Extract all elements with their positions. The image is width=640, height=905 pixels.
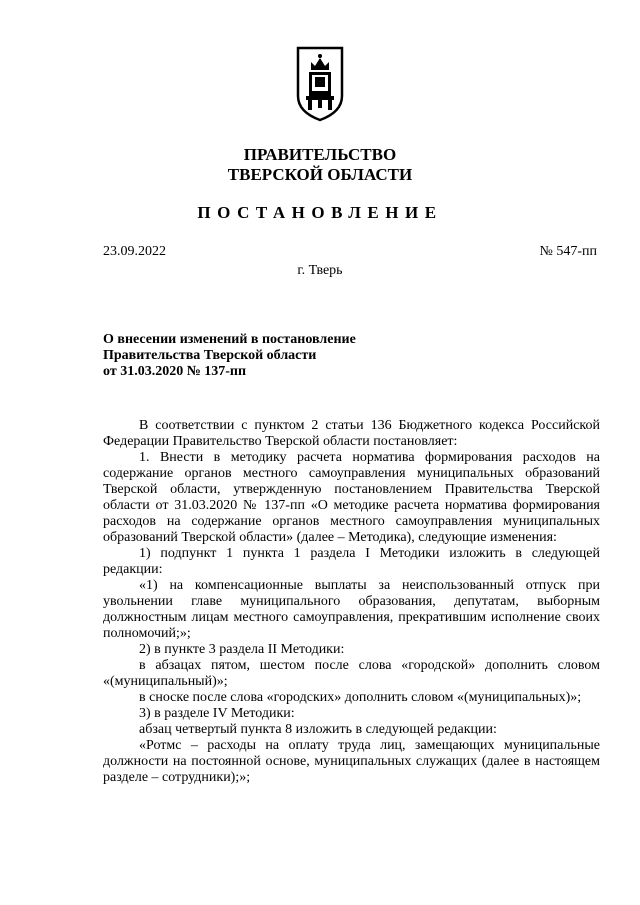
document-date: 23.09.2022 — [103, 244, 166, 259]
document-city: г. Тверь — [297, 263, 343, 278]
document-number: № 547-пп — [539, 244, 597, 259]
body-paragraph: 1. Внести в методику расчета норматива формирования расходов на содержание органов местного самоуправления муниципальных образований Тверской области, утвержденную постановлением Правительства Тверской области от 31.03.2020 № 137-пп «О методике расчета норматива формирования расходов на содержание органов местного самоуправления муниципальных образований Тверской области» (далее – Методика), следующие изменения: — [103, 450, 600, 545]
body-paragraph: В соответствии с пунктом 2 статьи 136 Бюджетного кодекса Российской Федерации Правительство Тверской области постановляет: — [103, 418, 600, 449]
body-paragraph: в абзацах пятом, шестом после слова «городской» дополнить словом «(муниципальный)»; — [103, 658, 600, 689]
document-type: ПОСТАНОВЛЕНИЕ — [197, 203, 443, 222]
body-paragraph: в сноске после слова «городских» дополнить словом «(муниципальных)»; — [139, 690, 582, 705]
body-paragraph: «Ротмс – расходы на оплату труда лиц, замещающих муниципальные должности на постоянной основе, муниципальных служащих (далее в настоящем разделе – сотрудники);»; — [103, 738, 600, 785]
document-title — [103, 332, 463, 380]
body-paragraph: абзац четвертый пункта 8 изложить в следующей редакции: — [139, 722, 497, 737]
body-paragraph: «1) на компенсационные выплаты за неиспользованный отпуск при увольнении главе муниципального образования, депутатам, выборным должностным лицам местного самоуправления, прекратившим исполнение своих полномочий;»; — [103, 578, 600, 641]
body-paragraph: 2) в пункте 3 раздела II Методики: — [139, 642, 345, 657]
title-line: О внесении изменений в постановление — [103, 332, 356, 347]
body-paragraph: 3) в разделе IV Методики: — [139, 706, 295, 721]
government-name-line1: ПРАВИТЕЛЬСТВО — [243, 145, 397, 164]
title-line: Правительства Тверской области — [103, 348, 317, 363]
title-line: от 31.03.2020 № 137-пп — [103, 364, 247, 379]
government-name-line2: ТВЕРСКОЙ ОБЛАСТИ — [227, 165, 413, 184]
body-paragraph: 1) подпункт 1 пункта 1 раздела I Методики изложить в следующей редакции: — [103, 546, 600, 577]
document-body — [103, 418, 600, 786]
coat-of-arms-icon — [296, 46, 344, 122]
